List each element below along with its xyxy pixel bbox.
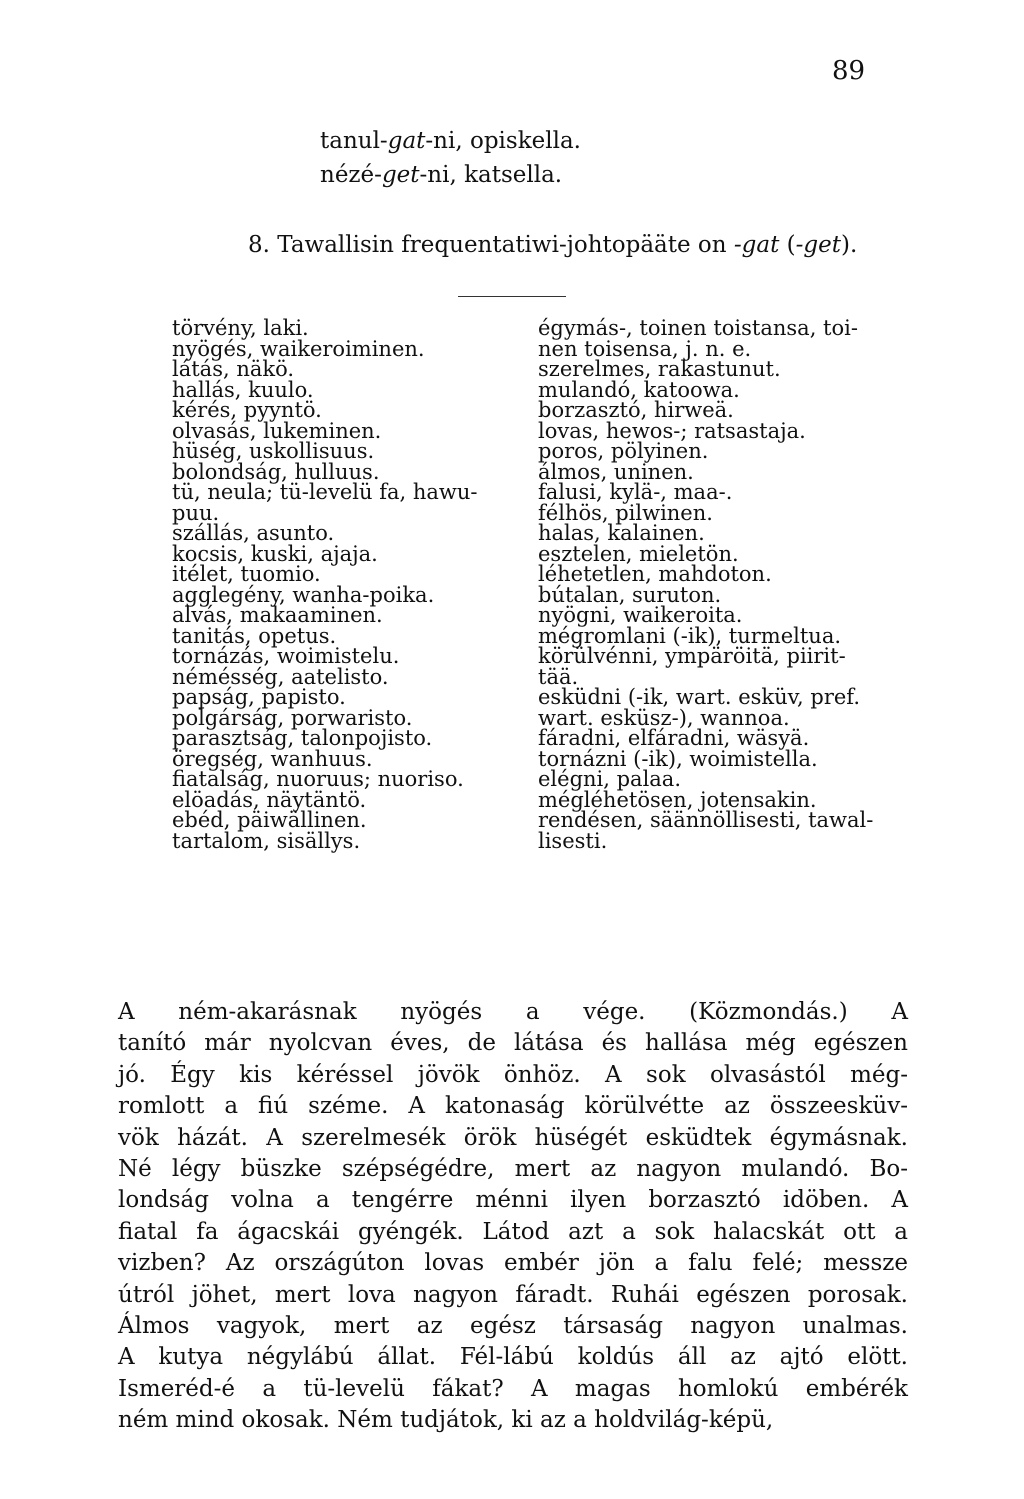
paragraph-line: londság volna a tengérre ménni ilyen borzasztó idöben. A <box>118 1187 908 1214</box>
paragraph-line: vök házát. A szerelmesék örök hüségét esküdtek égymásnak. <box>118 1124 908 1151</box>
vocab-entry: bútalan, suruton. <box>538 582 722 607</box>
paragraph-line: tanító már nyolcvan éves, de látása és hallása még egészen <box>118 1030 908 1057</box>
vocab-entry: halas, kalainen. <box>538 521 705 545</box>
vocab-entry: tü, neula; tü-levelü fa, hawu- <box>172 480 478 504</box>
paragraph-line: A kutya négylábú állat. Fél-lábú koldús áll az ajtó elött. <box>118 1344 908 1371</box>
vocab-entry: szállás, asunto. <box>172 521 335 545</box>
vocab-entry: mégromlani (-ik), turmeltua. <box>538 623 842 648</box>
paragraph-line: romlott a fiú széme. A katonaság körülvétte az összeesküv- <box>118 1093 908 1120</box>
vocab-column-right <box>538 318 898 851</box>
vocab-entry: égymás-, toinen toistansa, toi- <box>538 316 858 340</box>
vocab-entry: hüség, uskollisuus. <box>172 439 375 463</box>
paragraph-line: jó. Égy kis kéréssel jövök önhöz. A sok olvasástól még- <box>118 1061 908 1088</box>
vocab-entry: fiatalság, nuoruus; nuoriso. <box>172 767 464 791</box>
example-line-1: tanul-gat-ni, opiskella. <box>320 128 581 154</box>
example-line-2: nézé-get-ni, katsella. <box>320 162 563 188</box>
paragraph-line: A ném-akarásnak nyögés a vége. (Közmondás.) A <box>118 999 908 1025</box>
vocab-entry: ebéd, päiwällinen. <box>172 808 367 832</box>
vocab-entry: félhös, pilwinen. <box>538 500 713 525</box>
vocab-entry: puu. <box>172 500 220 525</box>
vocab-entry: parasztság, talonpojisto. <box>172 726 433 750</box>
vocab-entry: polgárság, porwaristo. <box>172 705 413 730</box>
vocab-entry: alvás, makaaminen. <box>172 603 383 627</box>
paragraph-line: fiatal fa ágacskái gyéngék. Látod azt a sok halacskát ott a <box>118 1218 908 1245</box>
vocab-entry: kérés, pyyntö. <box>172 398 322 422</box>
vocab-entry: kocsis, kuski, ajaja. <box>172 541 378 566</box>
vocab-entry: látás, näkö. <box>172 357 295 381</box>
vocab-entry: lisesti. <box>538 828 608 853</box>
section-divider <box>458 296 566 297</box>
vocab-entry: tartalom, sisällys. <box>172 828 361 853</box>
paragraph-line: Álmos vagyok, mert az egész társaság nagyon unalmas. <box>118 1313 908 1340</box>
vocab-entry: mulandó, katoowa. <box>538 377 740 402</box>
vocab-entry: wart. esküsz-), wannoa. <box>538 705 790 730</box>
vocab-entry: esztelen, mieletön. <box>538 541 739 566</box>
vocab-entry: fáradni, elfáradni, wäsyä. <box>538 726 810 750</box>
vocab-entry: bolondság, hulluus. <box>172 459 380 484</box>
vocab-entry: tanitás, opetus. <box>172 623 337 648</box>
vocab-entry: nyögés, waikeroiminen. <box>172 336 425 361</box>
vocab-entry: álmos, uninen. <box>538 459 694 484</box>
vocab-entry: borzasztó, hirweä. <box>538 398 734 422</box>
vocab-entry: tornázni (-ik), woimistella. <box>538 746 818 771</box>
vocab-entry: öregség, wanhuus. <box>172 746 373 771</box>
vocab-column-left <box>172 318 512 851</box>
vocab-entry: léhetetlen, mahdoton. <box>538 562 772 586</box>
vocab-entry: rendésen, säännöllisesti, tawal- <box>538 808 874 832</box>
paragraph-line: Ismeréd-é a tü-levelü fákat? A magas homlokú embérék <box>118 1375 908 1402</box>
vocab-entry: itélet, tuomio. <box>172 562 321 586</box>
vocab-entry: körülvénni, ympäröitä, piirit- <box>538 644 846 668</box>
vocab-entry: tää. <box>538 664 579 689</box>
vocab-entry: olvasás, lukeminen. <box>172 418 382 443</box>
vocab-entry: hallás, kuulo. <box>172 377 314 402</box>
vocab-entry: lovas, hewos-; ratsastaja. <box>538 418 806 443</box>
paragraph-line: útról jöhet, mert lova nagyon fáradt. Ruhái egészen porosak. <box>118 1281 908 1308</box>
vocab-entry: nyögni, waikeroita. <box>538 603 743 627</box>
vocab-entry: szerelmes, rakastunut. <box>538 357 781 381</box>
paragraph-line: vizben? Az országúton lovas embér jön a falu felé; messze <box>118 1250 908 1277</box>
vocab-entry: papság, papisto. <box>172 685 346 709</box>
vocab-entry: némésség, aatelisto. <box>172 664 389 689</box>
vocab-entry: nen toisensa, j. n. e. <box>538 336 752 361</box>
vocab-entry: esküdni (-ik, wart. esküv, pref. <box>538 685 861 709</box>
vocab-entry: tornázás, woimistelu. <box>172 644 400 668</box>
vocab-entry: agglegény, wanha-poika. <box>172 582 435 607</box>
section-heading: 8. Tawallisin frequentatiwi-johtopääte on -gat (-get). <box>248 232 858 258</box>
vocab-entry: mégléhetösen, jotensakin. <box>538 787 817 812</box>
vocab-entry: poros, pölyinen. <box>538 439 709 463</box>
vocab-entry: falusi, kylä-, maa-. <box>538 480 733 504</box>
page-number: 89 <box>832 56 866 86</box>
paragraph-line: ném mind okosak. Ném tudjátok, ki az a holdvilág-képü, <box>118 1407 774 1434</box>
exercise-paragraph <box>118 997 908 1437</box>
vocab-entry: elégni, palaa. <box>538 767 682 791</box>
vocab-entry: elöadás, näytäntö. <box>172 787 367 812</box>
vocab-entry: törvény, laki. <box>172 316 309 340</box>
paragraph-line: Né légy büszke szépségédre, mert az nagyon mulandó. Bo- <box>118 1156 908 1183</box>
